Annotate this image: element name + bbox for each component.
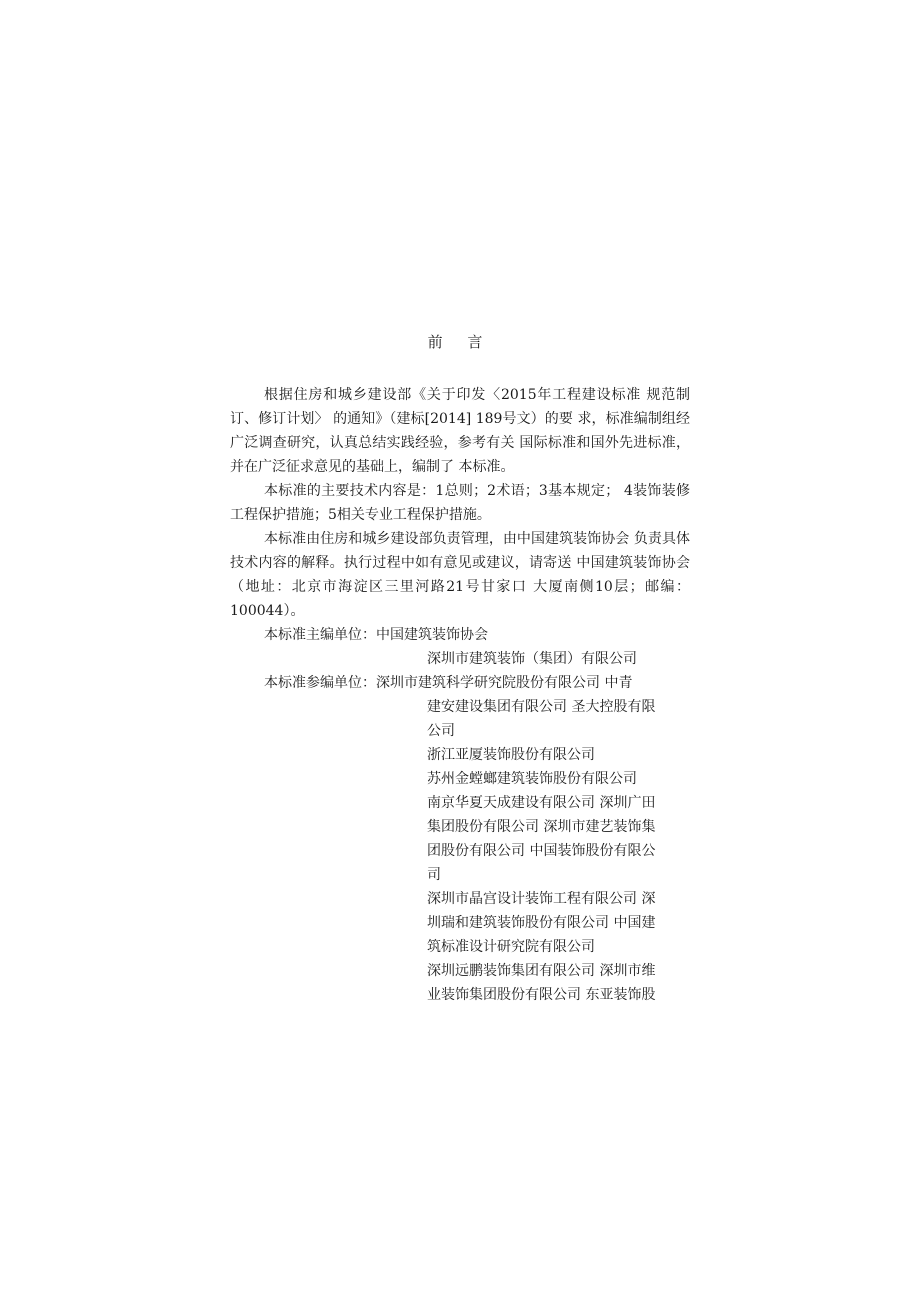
participants-line: 圳瑞和建筑装饰股份有限公司 中国建 bbox=[427, 915, 656, 931]
paragraph-basis: 根据住房和城乡建设部《关于印发〈2015年工程建设标准 规范制订、修订计划〉 的通知》（建标[2014] 189号文）的要 求，标准编制组经广泛调查研究，认真总结实践经验，参考有关 国际标准和国外先进标准，并在广泛征求意见的基础上，编制了 本标准。 bbox=[230, 387, 690, 475]
chief-editor-list bbox=[427, 647, 690, 671]
participants-first: 深圳市建筑科学研究院股份有限公司 中青 bbox=[376, 675, 633, 691]
participants-line: 公司 bbox=[427, 723, 455, 739]
participants-label: 本标准参编单位： bbox=[264, 675, 376, 691]
chief-editor-label: 本标准主编单位： bbox=[264, 627, 376, 643]
participants-line: 业装饰集团股份有限公司 东亚装饰股 bbox=[427, 987, 656, 1003]
participants-line: 浙江亚厦装饰股份有限公司 bbox=[427, 747, 595, 763]
participants-list bbox=[427, 695, 690, 1007]
participants-line: 筑标准设计研究院有限公司 bbox=[427, 939, 595, 955]
participants-line: 苏州金螳螂建筑装饰股份有限公司 bbox=[427, 771, 637, 787]
page-title: 前 言 bbox=[427, 333, 493, 351]
participants-line: 建安建设集团有限公司 圣大控股有限 bbox=[427, 699, 656, 715]
participants-line: 团股份有限公司 中国装饰股份有限公 bbox=[427, 843, 656, 859]
paragraph-content: 本标准的主要技术内容是：1总则；2术语；3基本规定； 4装饰装修工程保护措施；5相关专业工程保护措施。 bbox=[230, 483, 690, 523]
participants-line: 集团股份有限公司 深圳市建艺装饰集 bbox=[427, 819, 656, 835]
chief-editor-row bbox=[230, 623, 690, 647]
participants-line: 深圳市晶宫设计装饰工程有限公司 深 bbox=[427, 891, 656, 907]
participants-line: 深圳远鹏装饰集团有限公司 深圳市维 bbox=[427, 963, 656, 979]
paragraph-management: 本标准由住房和城乡建设部负责管理，由中国建筑装饰协会 负责具体技术内容的解释。执行过程中如有意见或建议，请寄送 中国建筑装饰协会（地址：北京市海淀区三里河路21号甘家口 大厦南侧10层；邮编：100044）。 bbox=[230, 531, 690, 619]
chief-editor-line: 深圳市建筑装饰（集团）有限公司 bbox=[427, 651, 637, 667]
chief-editor-first: 中国建筑装饰协会 bbox=[376, 627, 488, 643]
participants-line: 司 bbox=[427, 867, 441, 883]
participants-row bbox=[230, 671, 690, 695]
document-body bbox=[230, 383, 690, 1007]
participants-line: 南京华夏天成建设有限公司 深圳广田 bbox=[427, 795, 656, 811]
